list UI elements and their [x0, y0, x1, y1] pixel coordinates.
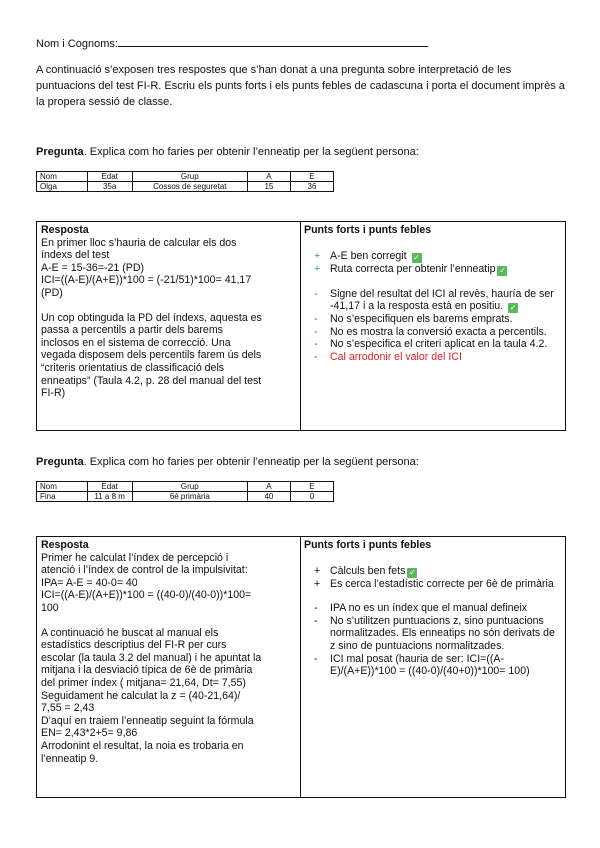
answer-gap [41, 300, 297, 312]
answer-line: enneatips” (Taula 4.2, p. 28 del manual del test [41, 374, 262, 387]
col-nom: Nom [37, 172, 88, 182]
list-item: - No s’utilitzen puntuacions z, sino puntuacions normalitzades. Els enneatips no són derivats de z sino de puntuacions normalitzades. [314, 614, 555, 652]
answer-line: Arrodonint el resultat, la noia es trobaria en [41, 739, 244, 752]
weaknesses-list [304, 602, 560, 678]
answer-column-2 [41, 539, 297, 797]
col-edat: Edat [87, 172, 132, 182]
cell-edat: 11 a 8 m [87, 492, 132, 502]
answer-gap [41, 615, 297, 627]
strengths-list [304, 565, 560, 591]
checkmark-icon: ✓ [499, 265, 506, 275]
cell-nom: Olga [37, 182, 88, 192]
answer-line: Primer he calculat l’índex de percepció i [41, 551, 229, 564]
question-1-label: Pregunta [36, 146, 84, 158]
cell-a: 40 [247, 492, 290, 502]
answer-line: 7,55 = 2,43 [41, 702, 95, 715]
answer-line: 100 [41, 601, 59, 614]
table-row [37, 182, 334, 192]
strengths-weaknesses-column-1 [304, 224, 560, 430]
question-2-text: . Explica com ho faries per obtenir l’enneatip per la següent persona: [83, 456, 419, 468]
name-label: Nom i Cognoms: [36, 38, 118, 50]
table-row [37, 492, 334, 502]
answer-line: IPA= A-E = 40-0= 40 [41, 576, 138, 589]
answer-line: A continuació he buscat al manual els [41, 626, 219, 639]
col-nom: Nom [37, 482, 88, 492]
col-edat: Edat [87, 482, 132, 492]
answer-line: En primer lloc s’hauria de calcular els dos [41, 236, 237, 249]
answer-line: ICI=((A-E)/(A+E))*100 = ((40-0)/(40-0))*100= [41, 589, 252, 602]
answer-box-1 [36, 221, 566, 431]
col-grup: Grup [132, 172, 247, 182]
pf-title: Punts forts i punts febles [304, 224, 432, 236]
answer-title: Resposta [41, 224, 89, 236]
list-item: - No s’especifiquen els barems emprats. [314, 313, 513, 326]
answer-line: Un cop obtinguda la PD del índexs, aquesta es [41, 311, 262, 324]
answer-line: estadístics descriptius del FI-R per curs [41, 639, 227, 652]
checkmark-icon: ✓ [509, 303, 517, 313]
list-item: - No es mostra la conversió exacta a percentils. [314, 325, 547, 338]
answer-line: “criteris orientatius de classificació dels [41, 361, 225, 374]
cell-e: 36 [290, 182, 333, 192]
list-item: - IPA no es un índex que el manual defineix [314, 602, 528, 615]
answer-line: Seguidament he calculat la z = (40-21,64)/ [41, 689, 241, 702]
strengths-weaknesses-column-2 [304, 539, 560, 797]
answer-line: mitjana i la desviació típica de 6è de primària [41, 664, 253, 677]
list-item: - Cal arrodonir el valor del ICI [314, 350, 462, 363]
cell-edat: 35a [87, 182, 132, 192]
person-table-2 [36, 481, 334, 502]
answer-column-1 [41, 224, 297, 430]
question-2-label: Pregunta [36, 456, 84, 468]
checkmark-icon: ✓ [413, 252, 420, 262]
answer-line: atenció i l’índex de control de la impulsivitat: [41, 564, 248, 577]
col-e: E [290, 172, 333, 182]
list-item: - No s’especifica el criteri aplicat en la taula 4.2. [314, 338, 548, 351]
answer-line: del primer índex ( mitjana= 21,64, Dt= 7,55) [41, 676, 246, 689]
strengths-list [304, 250, 560, 276]
answer-line: D’aquí en traiem l’enneatip seguint la fórmula [41, 714, 254, 727]
table-header-row [37, 482, 334, 492]
answer-line: inclosos en el sistema de correcció. Una [41, 336, 231, 349]
answer-line: índexs del test [41, 249, 110, 262]
answer-box-2 [36, 536, 566, 798]
list-item: + Ruta correcta per obtenir l’enneatip ✓ [314, 262, 506, 275]
answer-title: Resposta [41, 539, 89, 551]
col-grup: Grup [132, 482, 247, 492]
list-item: + Càlculs ben fets ✓ [314, 564, 416, 577]
answer-line: ICI=((A-E)/(A+E))*100 = (-21/51)*100= 41,17 [41, 274, 252, 287]
checkmark-icon: ✓ [409, 567, 416, 577]
answer-line: passa a percentils a partir dels barems [41, 324, 223, 337]
answer-line: escolar (la taula 3.2 del manual) i he apuntat la [41, 651, 262, 664]
table-header-row [37, 172, 334, 182]
list-item: - Signe del resultat del ICI al revès, hauría de ser -41,17 i a la resposta està en positiu. ✓ [314, 287, 554, 313]
name-underline [118, 36, 428, 47]
list-item: + A-E ben corregit ✓ [314, 249, 420, 262]
question-1-text: . Explica com ho faries per obtenir l’enneatip per la següent persona: [83, 146, 419, 158]
answer-line: FI-R) [41, 387, 66, 400]
person-table-1 [36, 171, 334, 192]
answer-line: A-E = 15-36=-21 (PD) [41, 261, 145, 274]
question-2 [36, 456, 419, 468]
cell-grup: 6è primària [132, 492, 247, 502]
cell-e: 0 [290, 492, 333, 502]
col-a: A [247, 482, 290, 492]
answer-line: l’enneatip 9. [41, 752, 99, 765]
cell-nom: Fina [37, 492, 88, 502]
col-a: A [247, 172, 290, 182]
name-field [36, 36, 428, 50]
answer-line: EN= 2,43*2+5= 9,86 [41, 727, 138, 740]
col-e: E [290, 482, 333, 492]
answer-line: (PD) [41, 286, 63, 299]
list-item: - ICI mal posat (hauria de ser: ICI=((A-E)/(A+E))*100 = ((40-0)/(40+0))*100= 100) [314, 652, 530, 678]
intro-paragraph: A continuació s’exposen tres respostes que s’han donat a una pregunta sobre interpretació de les puntuacions del test FI-R. Escriu els punts forts i els punts febles de cadascuna i porta el document imprès a la propera sessió de classe. [36, 64, 565, 108]
question-1 [36, 146, 419, 158]
weaknesses-list [304, 288, 560, 364]
list-item: + Es cerca l’estadístic correcte per 6è de primària [314, 577, 554, 590]
pf-title: Punts forts i punts febles [304, 539, 432, 551]
answer-line: vegada disposem dels percentils farem ús dels [41, 349, 262, 362]
cell-grup: Cossos de seguretat [132, 182, 247, 192]
cell-a: 15 [247, 182, 290, 192]
